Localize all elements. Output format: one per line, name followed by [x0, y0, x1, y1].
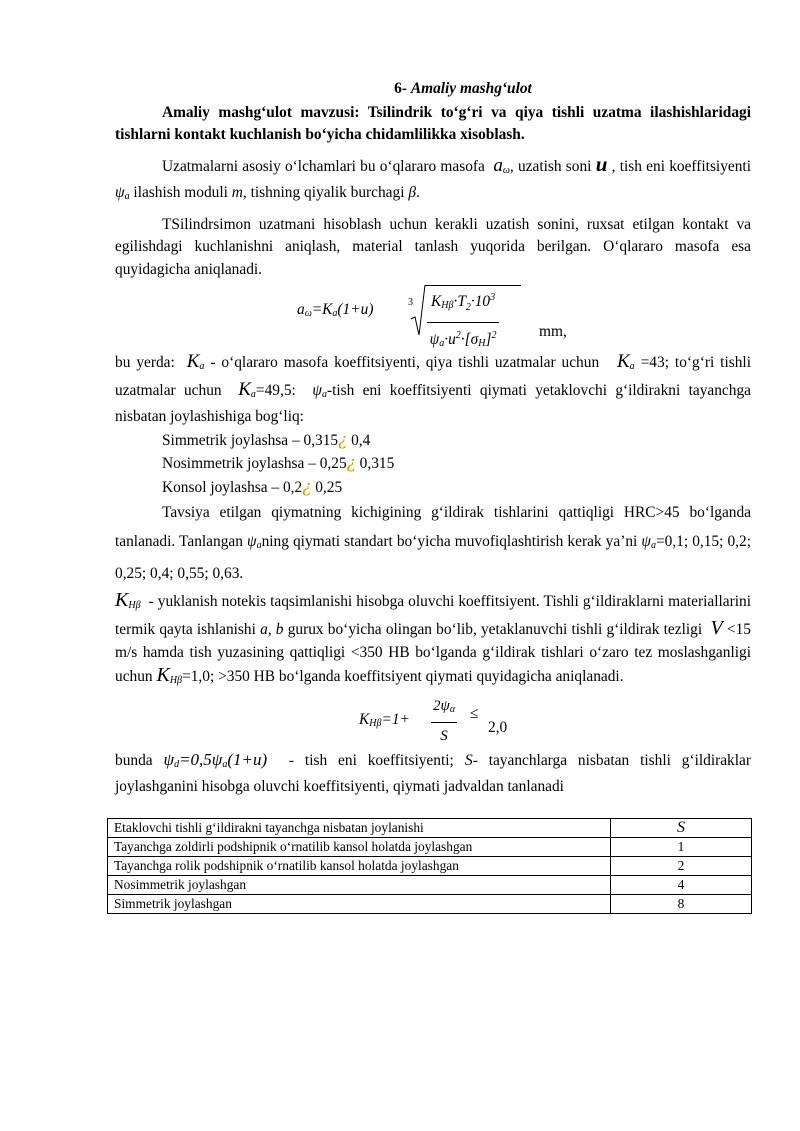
table-row: Tayanchga zoldirli podshipnik o‘rnatilib kansol holatda joylashgan 1: [108, 837, 752, 856]
table-header-row: [108, 818, 752, 837]
table-row: Nosimmetrik joylashgan 4: [108, 875, 752, 894]
paragraph-definitions: bu yerda: $K_a$ - o‘qlararo masofa koeffitsiyenti, qiya tishli uzatmalar uchun $K_a =43$; to‘g‘ri tishli uzatmalar uchun $K_a=49,5$: $\psi_a$-tish eni koeffitsiyenti qiymati yetaklovchi g‘ildirakni tayanchga nisbatan joylashishiga bog‘liq:: [115, 351, 751, 425]
paragraph-intro: TSilindrsimon uzatmani hisoblash uchun kerakli uzatish sonini, ruxsat etilgan kontakt va egilishdagi kuchlanishni aniqlash, material tanlash yuqorida berilgan. O‘qlararo masofa esa quyidagicha aniqlanadi.: [115, 215, 751, 278]
table-row: Simmetrik joylashgan 8: [108, 894, 752, 913]
document-page: [115, 78, 751, 914]
formula-center-distance: $a_\omega=K_a(1+u)$ 3 $\frac{K_{H\beta}\cdot T_2\cdot 10^3}{\psi_a\cdot u^2\cdot[\sigma_H]^2}$ mm,: [115, 283, 751, 347]
paragraph-dimensions: Uzatmalarni asosiy o‘lchamlari bu o‘qlararo masofa $a_\omega$, uzatish soni u , tish eni koeffitsiyenti $\psi_a$ ilashish moduli m, tishning qiyalik burchagi β.: [115, 151, 751, 202]
radical-sign: [408, 283, 426, 339]
paragraph-load-factor: $K_{H\beta}$ - yuklanish notekis taqsimlanishi hisobga oluvchi koeffitsiyent. Tishli g‘ildiraklarni materiallarini termik qayta ishlanishi a, b gurux bo‘yicha olingan bo‘lib, yetaklanuvchi tishli g‘ildirak tezligi V <15 m/s hamda tish yuzasining qattiqligi <350 HB bo‘lganda g‘ildirak tishlari o‘zaro tez moslashganligi uchun $K_{H\beta}=1,0$; >350 HB bo‘lganda koeffitsiyent qiymati quyidagicha aniqlanadi.: [115, 588, 751, 686]
formula-load-factor: $K_{H\beta}=1+$ $\frac{2\psi_\alpha}{S}$ ≤ 2,0: [115, 693, 751, 745]
list-item: Nosimmetrik joylashsa – 0,25¿ 0,315: [162, 453, 395, 473]
table-header-label: Etaklovchi tishli g‘ildirakni tayanchga nisbatan joylanishi: [108, 818, 611, 837]
bearing-position-table: [107, 818, 752, 914]
paragraph-bunda: bunda $\psi_d=0,5\psi_a(1+u)$ - tish eni koeffitsiyenti; S- tayanchlarga nisbatan tishli g‘ildiraklar joylashganini hisobga oluvchi koeffitsiyenti, qiymati jadvaldan tanlanadi: [115, 749, 751, 795]
table-header-value: S: [611, 818, 752, 837]
table-row: Tayanchga rolik podshipnik o‘rnatilib kansol holatda joylashgan 2: [108, 856, 752, 875]
list-item: Simmetrik joylashsa – 0,315¿ 0,4: [162, 429, 371, 450]
topic-paragraph: Amaliy mashg‘ulot mavzusi: Tsilindrik to‘g‘ri va qiya tishli uzatma ilashishlaridagi tishlarni kontakt kuchlanish bo‘yicha chidamlilikka xisoblash.: [115, 103, 751, 143]
list-item: Konsol joylashsa – 0,2¿ 0,25: [162, 476, 343, 497]
page-title: 6- Amaliy mashg‘ulot: [394, 80, 532, 97]
paragraph-recommendation: Tavsiya etilgan qiymatning kichigining g‘ildirak tishlarini qattiqligi HRC>45 bo‘lganda tanlanadi. Tanlangan $\psi_aning$ qiymati standart bo‘yicha muvofiqlashtirish kerak ya’ni $\psi_a=0,1$; 0,15; 0,2; 0,25; 0,4; 0,55; 0,63.: [115, 504, 751, 582]
position-list: [115, 429, 751, 500]
svg-text:3: 3: [408, 297, 413, 308]
